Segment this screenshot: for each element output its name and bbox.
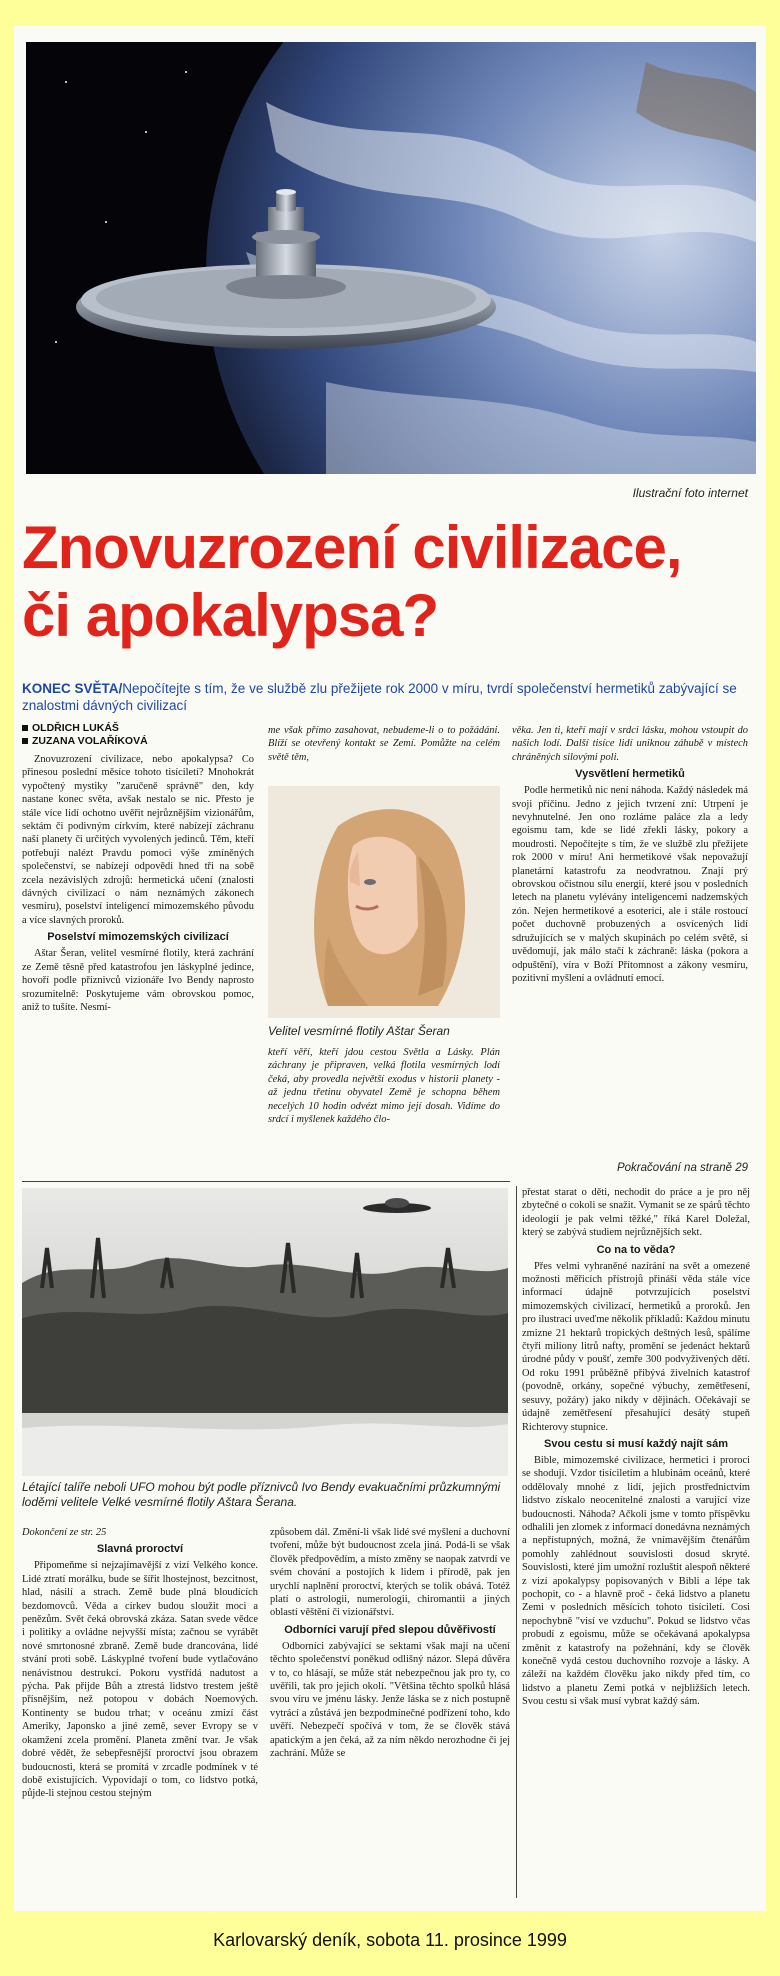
article-paragraph: Odborníci zabývající se sektami však mají na učení těchto společenství poněkud odlišný názor. Slepá důvěra v to, co hlásají, se může stát nebezpečnou jak pro ty, co uvěřili, tak pro jejich okolí. "Většina těchto spolků hlásá svou víru ve jménu lásky. Jenže láska se z nich postupně vytrácí a zůstává jen bezpodmínečné podřízení toho, kdo uvěří. Nebezpečí spočívá v tom, že se člověk stává apatickým a jen čeká, až za ním někdo nerozhodne či jej zachrání. Může se: [270, 1640, 510, 1760]
column-5: [22, 1526, 258, 1898]
subheading-prophecies: Slavná proroctví: [96, 1543, 184, 1556]
article-paragraph: Připomeňme si nejzajímavější z vizí Velkého konce. Lidé ztratí morálku, bude se šířit lhostejnost, bezcitnost, hlad, násilí a strach. Země bude plná bloudících bezdomovců. Věda a církev budou sloužit moci a penězům. Svět čeká obrovská zkáza. Satan svede vědce i politiky a ovládne nejvyšší místa; začnou se vyrábět nové smrtonosné zbraně. Země bude drancována, lidé stvání proti sobě. Láskyplné tvoření bude vytlačováno nenávistnou destrukcí. Pokoru vystřídá nadutost a pýcha. Pak přijde Bůh a ztrestá lidstvo trestem ještě přísnějším, než potopou v dobách Noemových. Kontinenty se budou trhat; v oceánu zmizí část Ameriky, Japonsko a jiné země, sever Evropy se v okamžení zcela promění. Planeta změní tvar. Je však dobré vědět, že sebepřesnější proroctví jsou obrazem budoucnosti, která se promítá v zrcadle podmínek v té době existujících. Vypovídají o tom, co lidstvo potká, půjde-li stejnou cestou stejným: [22, 1560, 258, 1800]
author-item: [22, 722, 262, 735]
lead-paragraph: [22, 680, 754, 714]
square-bullet-icon: [22, 725, 28, 731]
article-paragraph: způsobem dál. Změní-li však lidé své myšlení a duchovní tvoření, může být budoucnost zcela jiná. Podá-li se však člověk předpovědím, a místo změny se naopak zatvrdí ve svém chování a postojích k lidem i přírodě, pak jen urychlí naplnění proroctví, kterých se tolik obává. Totéž platí o astrologii, numerologii, chiromantii a jiných oblastí věštění či vizionářství.: [270, 1527, 510, 1619]
author-name: OLDŘICH LUKÁŠ: [32, 722, 119, 734]
subheading-alien-message: Poselství mimozemských civilizací: [47, 931, 229, 944]
continued-note: Pokračování na straně 29: [616, 1162, 748, 1174]
headline-line-1: Znovuzrození civilizace,: [22, 514, 682, 581]
subheading-science: Co na to věda?: [596, 1243, 676, 1256]
ufo-caption: Létající talíře neboli UFO mohou být podle příznivců Ivo Bendy evakuačními průzkumnými loděmi velitele Velké vesmírné flotily Aštara Šerana.: [22, 1480, 501, 1509]
commander-portrait-image: [268, 786, 500, 1018]
article-paragraph: Podle hermetiků nic není náhoda. Každý následek má svoji příčinu. Jedno z jejich tvrzení zní: Utrpení je nevyhnutelné. Jen ono rozláme paláce zla a ledy egoismu tam, kde se lidé zřekli lásky, pokory a moudrosti. Nepočítejte s tím, že ve službě zlu přežijete rok 2000 v míru! Ani hermetikové však nepovažují planetární katastrofu za neodvratnou. Znají prý obrovskou očistnou sílu energií, které jsou v posledních letech na planetu vylévány inteligencemi nadzemských zón. Nejen hermetikové a esoterici, ale i stále rostoucí počet duchovně probuzených a osvícených lidí sdružujících se v malých skupinách po celém světě, si uvědomují, jak málo stačí k záchraně: láska (pokora a odpuštění), víra v Boží Přítomnost a zákony vesmíru, pozitivní myšlení a ovládnutí emocí.: [512, 785, 748, 984]
author-name: ZUZANA VOLAŘÍKOVÁ: [32, 735, 148, 747]
headline: [22, 514, 762, 650]
headline-line-2: či apokalypsa?: [22, 582, 439, 649]
column-6: [270, 1526, 510, 1898]
portrait-illustration: [268, 786, 500, 1018]
footer-source: Karlovarský deník, sobota 11. prosince 1999: [213, 1930, 567, 1950]
author-item: [22, 735, 262, 748]
article-paragraph: Bible, mimozemské civilizace, hermetici i proroci se shodují. Vzdor tisíciletím a hlubinám oceánů, které oddělovaly mnohé z lidí, jejich prostřednictvím lidstvo získalo neocenitelné znalosti a varující vize budoucnosti. Náhoda? Ačkoli jsme v tomto příspěvku odhalili jen zlomek z informací donedávna neznámých a nepřístupných, možná, že vnímavějším čtenářům pomohly zahlédnout souvislosti dosud skryté. Souvislosti, které jim umožní rozluštit alespoň některé z vizí apokalypsy popisovaných v Bibli a lépe tak pochopit, co - a hlavně proč - čeká lidstvo a planetu Zemi v posledních měsících tohoto tisíciletí. Cosi nepochybně "visí ve vzduchu". Pokud se lidstvo včas probudí z egoismu, může se očekávaná apokalypsa změnit z katastrofy na požehnání, kdy se člověk konečně vydá cestou duchovního rozvoje a lásky. A záleží na každém člověku jako nikdy před tím, co lidstvo a planetu Zemi potká v nejbližších letech. Svou cestu si však musí vybrat každý sám.: [522, 1454, 750, 1708]
newspaper-clipping: [14, 26, 766, 1911]
continued-from-note: Dokončení ze str. 25: [22, 1527, 107, 1538]
vertical-divider: [516, 1186, 517, 1898]
spaceship-over-earth-image: [26, 42, 756, 474]
column-2-bottom: kteří věří, kteří jdou cestou Světla a Lásky. Plán záchrany je připraven, velká flotila vesmírných lodí čeká, aby provedla největší exodus v historii planety - až jednu třetinu obyvatel Země je schopna během necelých 10 hodin odvézt mimo její dosah. Vidíme do srdcí i myšlenek každého člo-: [268, 1047, 500, 1126]
article-paragraph: Aštar Šeran, velitel vesmírné flotily, která zachrání ze Země těsně před katastrofou jen láskyplné jedince, hovoří podle příznivců vizionáře Ivo Bendy naprosto srozumitelně: Poskytujeme vám obrovskou pomoc, aniž to tušíte. Nesmí-: [22, 948, 254, 1013]
author-list: [22, 722, 262, 748]
subheading-hermetic: Vysvětlení hermetiků: [575, 768, 685, 781]
lead-text: Nepočítejte s tím, že ve službě zlu přežijete rok 2000 v míru, tvrdí společenství hermetiků zabývající se znalostmi dávných civilizací: [22, 681, 737, 713]
article-paragraph: Přes velmi vyhraněné nazírání na svět a omezené možnosti měřicích přístrojů přináší věda stále více informací údajně potvrzujících poselství mimozemských civilizací, hermetiků a proroků. Jen pro ilustraci uveďme několik příkladů: Každou minutu zmizne 21 hektarů tropických deštných lesů, spálíme čtyři miliony litrů nafty, promění se jedenáct hektarů úrodné půdy v poušť, zemře 300 podvyživených dětí. Od roku 1991 průběžně přibývá živelních katastrof (povodně, orkány, sopečné výbuchy, zemětřesení, sesuvy, požáry) jako nikdy v dějinách. Očekávají se údajně zemětřesení přesahující desátý stupeň Richterovy stupnice.: [522, 1260, 750, 1433]
ufo-photo: [22, 1188, 508, 1476]
article-paragraph: přestat starat o děti, nechodit do práce a je pro něj zbytečné o cokoli se snažit. Vymanit se ze spárů těchto ideologií je pak velmi těžké," říká Karel Doležal, který se zabývá studiem nejrůznějších sekt.: [522, 1187, 750, 1239]
column-3-top: věka. Jen ti, kteří mají v srdci lásku, mohou vstoupit do našich lodí. Další tisíce lidí uniknou záhubě v místech chráněných silovými poli.: [512, 725, 748, 763]
column-1: [22, 753, 254, 1185]
subheading-experts-warn: Odborníci varují před slepou důvěřivostí: [284, 1623, 496, 1636]
column-2-top: me však přímo zasahovat, nebudeme-li o to požádáni. Blíží se otevřený kontakt se Zemí. Pomůžte na celém světě těm,: [268, 725, 500, 763]
portrait-caption: Velitel vesmírné flotily Aštar Šeran: [268, 1024, 450, 1038]
horizontal-divider: [22, 1181, 510, 1182]
article-paragraph: Znovuzrození civilizace, nebo apokalypsa? Co přinesou poslední měsíce tohoto tisíciletí? Mnohokrát vypočtený mystiky "zaručeně správně" den, kdy nastane konec světa, avšak nestalo se nic. Přesto je stále více lidí ochotno uvěřit nejrůznějším vizionářům, sektám či podivným církvím, které nabízejí záchranu naší planety či určitých vyvolených jedinců. Těm, kteří potřebují nalézt Pravdu pomoci výše zmíněných společenství, se nabízejí odpovědi hned tři na sobě zcela nezávislých zdrojů: hermetická učení (znalosti dávných civilizací o nám neznámých zákonech vesmíru), poselství inteligencí mimozemského původu a více slavných proroků.: [22, 754, 254, 926]
column-4: [522, 1186, 750, 1898]
square-bullet-icon: [22, 738, 28, 744]
photo-credit: Ilustrační foto internet: [632, 486, 748, 500]
subheading-own-path: Svou cestu si musí každý najít sám: [543, 1437, 728, 1450]
ufo-over-forest-image: [22, 1188, 508, 1476]
lead-kicker: KONEC SVĚTA/: [22, 681, 123, 696]
column-3: [512, 724, 748, 1160]
space-illustration: [26, 42, 756, 474]
